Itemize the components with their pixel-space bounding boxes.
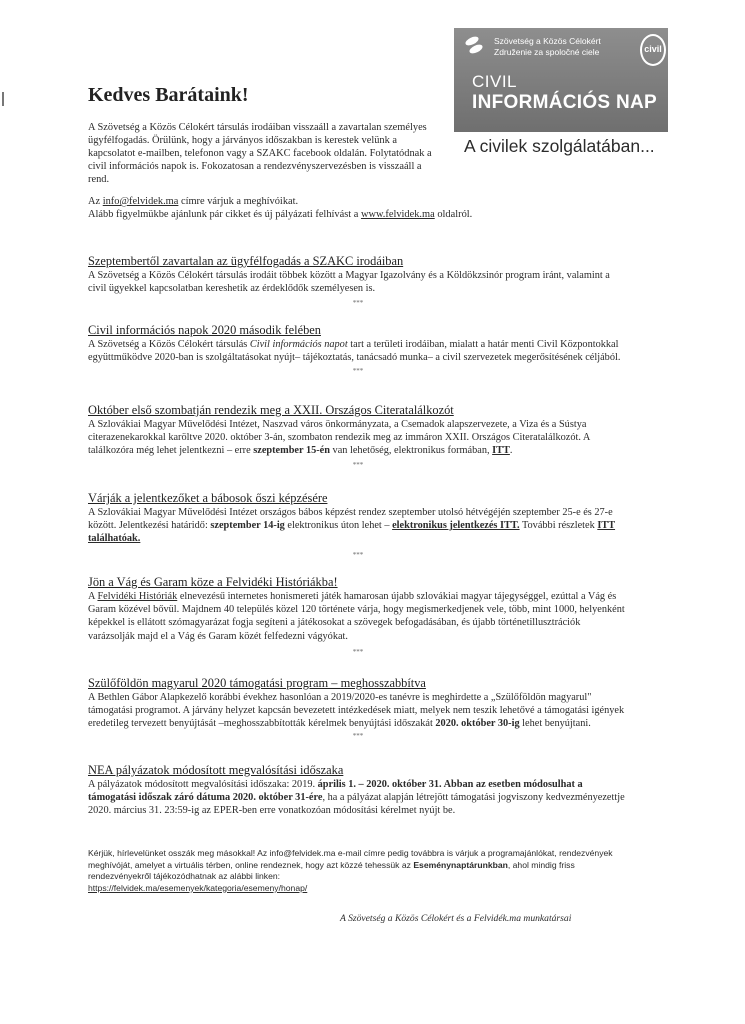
footer-text: Kérjük, hírlevelünket osszák meg másokkal! Az info@felvidek.ma e-mail címre pedig továbbra is várjuk a programajánlókat, rendezvények meghívóját, amelyet a virtuális térben, online rendeznek, hogy azt közzé tehessük az [88,848,613,870]
logo-org-hu: Szövetség a Közös Célokért [494,36,601,46]
body-text: A Szlovákiai Magyar Művelődési Intézet országos bábos képzést rendez szeptember utolsó hétvégéjén szeptember 25-e és 27-e között. Jelentkezési határidő: [88,507,613,532]
article-body [88,418,628,458]
article-body [88,338,628,364]
article-3 [88,403,628,469]
greeting-heading: Kedves Barátaink! [88,84,249,106]
body-text: elektronikus úton lehet – [284,520,393,532]
email-link[interactable]: info@felvidek.ma [102,196,179,207]
logo-tagline: A civilek szolgálatában... [464,136,655,156]
body-text: A Bethlen Gábor Alapkezelő korábbi évekhez hasonlóan a 2019/2020-es tanévre is meghirdette a „Szülőföldön magyarul" támogatási programot. A járvány helyzet kapcsán bevezetett intézkedések miatt, melyek nem teszik lehetővé a támogatási igények eredetileg tervezett benyújtását –meghosszabbították kérelmek benyújtási időszakát [88,692,625,730]
separator: *** [352,460,364,469]
body-text: További részletek [519,520,598,532]
itt-link[interactable]: ITT [492,445,510,457]
body-bold: április 1. – 2020. október 31. Abban az esetben módosulhat a támogatási időszak záró dátuma 2020. október 31-ére [88,779,583,804]
body-emphasis: Civil információs napot [249,339,348,350]
logo-org-sk: Združenie za spoločné ciele [494,47,600,57]
article-body: A Szövetség a Közös Célokért társulás irodáit többek között a Magyar Igazolvány és a Köldökzsinór program iránt, valamint a civil ügyekkel kapcsolatban kereshetik az érdeklődők személyesen is. [88,270,610,295]
article-body [88,506,628,546]
events-link[interactable]: https://felvidek.ma/esemenyek/kategoria/esemeny/honap/ [88,882,308,893]
body-text: A Szövetség a Közös Célokért társulás [88,339,250,350]
civil-emblem: civil [640,34,666,66]
separator: *** [352,731,364,740]
intro-text: oldalról. [434,209,473,220]
article-title[interactable]: Várják a jelentkezőket a bábosok őszi képzésére [88,491,328,505]
article-title[interactable]: Szeptembertől zavartalan az ügyfélfogadás a SZAKC irodáiban [88,254,404,268]
body-text: lehet benyújtani. [519,718,591,730]
body-bold: szeptember 14-ig [210,520,285,532]
article-title[interactable]: Szülőföldön magyarul 2020 támogatási program – meghosszabbítva [88,676,426,690]
intro-paragraph: A Szövetség a Közös Célokért társulás irodáiban visszaáll a zavartalan személyes ügyfélfogadás. Örülünk, hogy a járványos időszakban is kerestek velünk a kapcsolatot e-mailben, telefonon vagy a SZAKC facebook oldalán. Folytatódnak a civil információs napok is. Fokozatosan a rendezvényszervezésben is visszaáll a rend. [88,122,432,185]
separator: *** [352,647,364,656]
body-text: elnevezésű internetes honismereti játék hamarosan újabb szlovákiai magyar tájegységgel, ezúttal a Vág és Garam közével bővül. Majdnem 40 település közel 120 története várja, hogy megismerkedjenek vele, több, mint 1000, helyenként képekkel is ellátott szómagyarázat fogja segíteni a játékosokat a szövegek befogadásában, és újabb történetillusztrációk varázsolják majd el a Vág és Garam közét felfedezni vágyókat. [88,591,625,642]
logo-title-civil: CIVIL [472,72,518,91]
details-link[interactable]: ITT találhatóak. [88,520,616,545]
article-5 [88,575,628,656]
article-2 [88,323,628,375]
separator: *** [352,367,364,376]
footer-bold: Eseménynaptárunkban [413,859,508,870]
article-7 [88,763,628,818]
newsletter-footer [88,848,628,894]
body-bold: 2020. október 30-ig [435,718,520,730]
intro-contact [88,195,558,221]
footer-text: , ahol mindig friss rendezvényekről tájékozódhatnak az alábbi linken: [88,859,575,882]
body-text: A pályázatok módosított megvalósítási időszaka: 2019. [88,779,318,790]
article-1 [88,254,628,307]
article-title[interactable]: Október első szombatján rendezik meg a XXII. Országos Citeratalálkozót [88,403,454,417]
separator: *** [352,299,364,308]
intro-text: Alább figyelmükbe ajánlunk pár cikket és új pályázati felhívást a [88,209,361,220]
body-text: van lehetőség, elektronikus formában, [329,445,493,457]
intro-text: címre várjuk a meghívóikat. [178,196,299,207]
logo-title-info-nap: INFORMÁCIÓS NAP [472,92,657,113]
article-body [88,778,628,818]
body-text: A Szlovákiai Magyar Művelődési Intézet, Naszvad város önkormányzata, a Csemadok alapszervezete, a Viza és a Sústya citerazenekarokkal karöltve 2020. október 3-án, szombaton rendezik meg az immáron XXII. Országos Citeratalálkozót. A találkozóra még lehet jelentkezni – erre [88,419,590,457]
article-4 [88,491,628,559]
signature: A Szövetség a Közös Célokért és a Felvidék.ma munkatársai [340,913,572,924]
scan-artifact [2,92,4,106]
intro-text: Az [88,196,103,207]
civil-info-nap-logo [454,28,668,132]
historiak-link[interactable]: Felvidéki Históriák [97,591,178,602]
article-title[interactable]: Civil információs napok 2020 második felében [88,323,321,337]
body-text: , ha a pályázat alapján létrejött támogatási jogviszony kedvezményezettje 2020. március 31. 23:59-ig az EPER-ben erre vonatkozóan módosítási kérelmet nyújt be. [88,792,625,817]
leaf-icon [464,34,486,56]
body-text: tart a területi irodáiban, mialatt a határ menti Civil Központokkal együttműködve 2020-ban is szolgáltatásokat nyújt– tájékoztatás, tanácsadó munka– a civil szervezetek megerősítésének céljából. [88,339,621,364]
body-bold: szeptember 15-én [253,445,330,457]
body-text: . [509,445,513,457]
article-title[interactable]: NEA pályázatok módosított megvalósítási időszaka [88,763,344,777]
article-title[interactable]: Jön a Vág és Garam köze a Felvidéki Históriákba! [88,575,338,589]
article-body [88,691,628,731]
body-text: A [88,591,98,602]
article-body [88,590,628,643]
felvidek-link[interactable]: www.felvidek.ma [360,209,435,220]
registration-link[interactable]: elektronikus jelentkezés ITT. [392,520,520,532]
separator: *** [352,550,364,559]
article-6 [88,676,628,740]
